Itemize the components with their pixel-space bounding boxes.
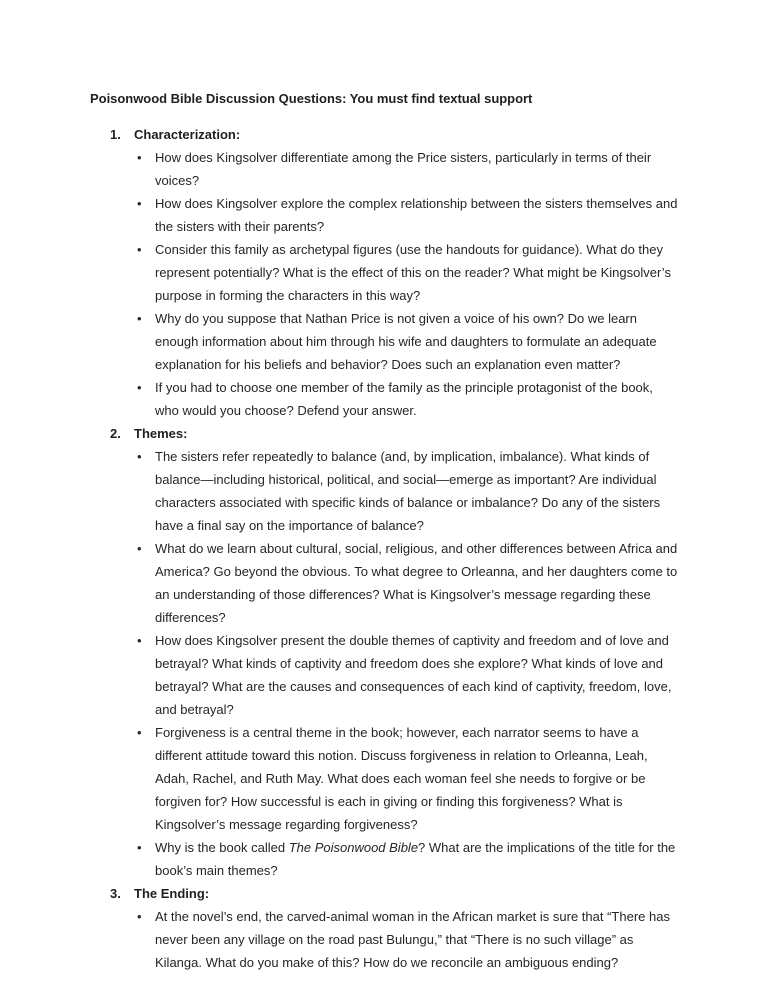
discussion-question (134, 307, 680, 376)
bullet-icon: • (137, 909, 142, 924)
section-number: 1. (110, 127, 121, 142)
question-list (90, 123, 680, 974)
question-text: If you had to choose one member of the family as the principle protagonist of the book, who would you choose? Defend your answer. (155, 380, 653, 418)
document-body (90, 88, 680, 974)
bullet-icon: • (137, 242, 142, 257)
question-text: At the novel’s end, the carved-animal woman in the African market is sure that “There has never been any village on the road past Bulungu,” that “There is no such village” as Kilanga. What do you make of this? How do we reconcile an ambiguous ending? (155, 909, 670, 970)
bullet-icon: • (137, 380, 142, 395)
bullet-icon: • (137, 311, 142, 326)
discussion-question (134, 376, 680, 422)
bullet-icon: • (137, 725, 142, 740)
question-text: How does Kingsolver present the double themes of captivity and freedom and of love and betrayal? What kinds of captivity and freedom does she explore? What kinds of love and betrayal? What are the causes and consequences of each kind of captivity, freedom, love, and betrayal? (155, 633, 672, 717)
bullet-icon: • (137, 541, 142, 556)
document-title: Poisonwood Bible Discussion Questions: You must find textual support (90, 91, 533, 106)
discussion-question (134, 146, 680, 192)
bullet-icon: • (137, 196, 142, 211)
discussion-question (134, 721, 680, 836)
question-section (90, 422, 680, 882)
section-heading: Themes: (134, 426, 188, 441)
section-bullet-list (134, 905, 680, 974)
discussion-question (134, 836, 680, 882)
question-text: The sisters refer repeatedly to balance (and, by implication, imbalance). What kinds of balance—including historical, political, and social—emerge as important? Are individual characters associated with specific kinds of balance or imbalance? Do any of the sisters have a final say on the importance of balance? (155, 449, 661, 533)
question-text: Why do you suppose that Nathan Price is not given a voice of his own? Do we learn enough information about him through his wife and daughters to formulate an adequate explanation for his beliefs and behavior? Does such an explanation even matter? (155, 311, 657, 372)
section-heading: Characterization: (134, 127, 241, 142)
bullet-icon: • (137, 633, 142, 648)
question-text: Consider this family as archetypal figures (use the handouts for guidance). What do they represent potentially? What is the effect of this on the reader? What might be Kingsolver’s purpose in forming the characters in this way? (155, 242, 671, 303)
discussion-question (134, 445, 680, 537)
bullet-icon: • (137, 150, 142, 165)
section-bullet-list (134, 146, 680, 422)
question-text: How does Kingsolver differentiate among the Price sisters, particularly in terms of their voices? (155, 150, 652, 188)
section-heading: The Ending: (134, 886, 210, 901)
section-bullet-list (134, 445, 680, 882)
book-title-italic: The Poisonwood Bible (288, 840, 419, 855)
question-text: Forgiveness is a central theme in the book; however, each narrator seems to have a different attitude toward this notion. Discuss forgiveness in relation to Orleanna, Leah, Adah, Rachel, and Ruth May. What does each woman feel she needs to forgive or be forgiven for? How successful is each in giving or finding this forgiveness? What is Kingsolver’s message regarding forgiveness? (155, 725, 648, 832)
section-number: 2. (110, 426, 121, 441)
bullet-icon: • (137, 449, 142, 464)
question-section (90, 123, 680, 422)
question-text: How does Kingsolver explore the complex relationship between the sisters themselves and the sisters with their parents? (155, 196, 678, 234)
discussion-question (134, 905, 680, 974)
discussion-question (134, 192, 680, 238)
section-number: 3. (110, 886, 121, 901)
bullet-icon: • (137, 840, 142, 855)
discussion-question (134, 238, 680, 307)
question-text: What do we learn about cultural, social, religious, and other differences between Africa and America? Go beyond the obvious. To what degree to Orleanna, and her daughters come to an understanding of those differences? What is Kingsolver’s message regarding these differences? (155, 541, 678, 625)
discussion-question (134, 629, 680, 721)
question-section (90, 882, 680, 974)
discussion-question (134, 537, 680, 629)
question-text: Why is the book called The Poisonwood Bible? What are the implications of the title for the book’s main themes? (155, 840, 676, 878)
